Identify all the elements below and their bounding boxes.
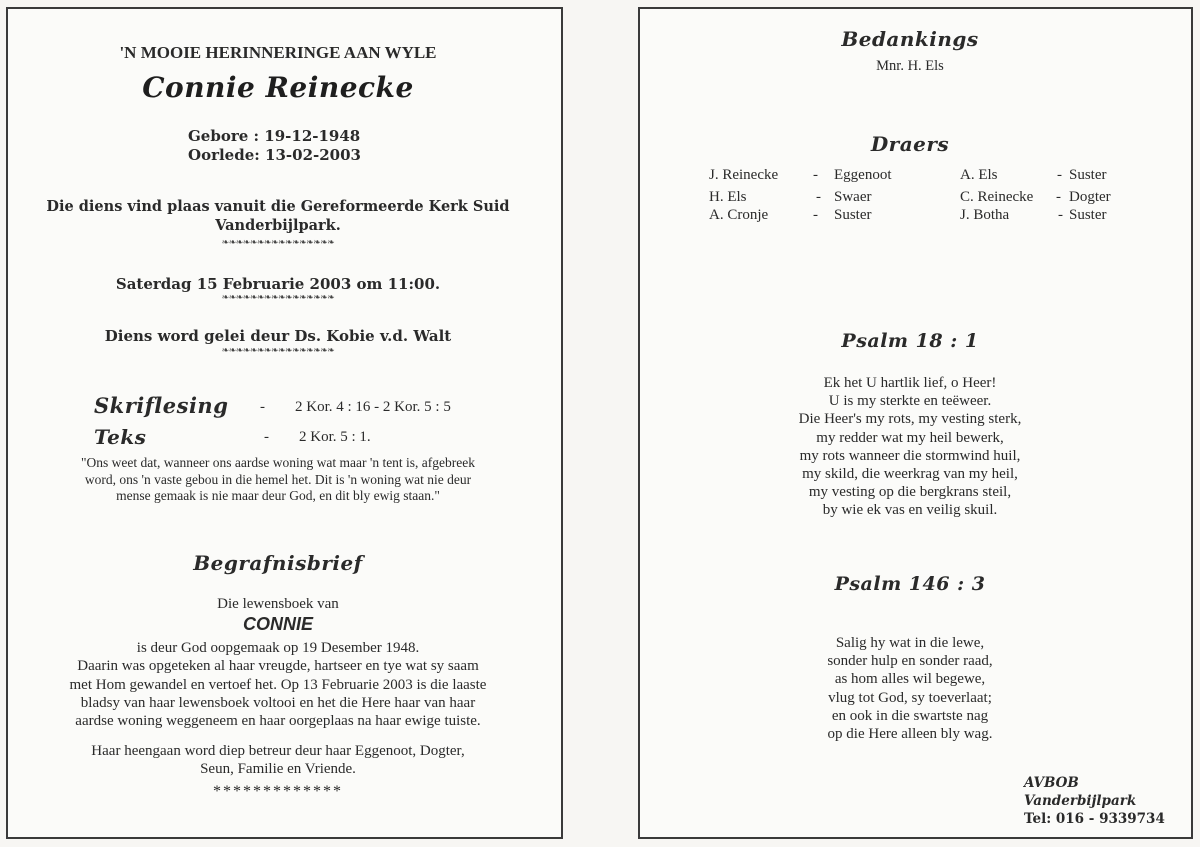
scripture-quote (8, 455, 548, 505)
text-label: Teks (94, 425, 147, 449)
bearer-relation: Suster (1069, 167, 1107, 183)
psalm-146-verse (640, 634, 1180, 743)
undertaker-name: AVBOB (1024, 775, 1079, 791)
verse-line: my skild, die weerkrag van my heil, (802, 466, 1018, 483)
born-date: 19-12-1948 (264, 127, 361, 145)
born-label: Gebore : (188, 127, 260, 145)
psalm-146-title: Psalm 146 : 3 (834, 573, 986, 595)
service-line-2: Vanderbijlpark. (215, 217, 341, 234)
verse-line: by wie ek vas en veilig skuil. (822, 502, 998, 519)
thanks-title: Bedankings (841, 27, 979, 51)
thanks-name: Mnr. H. Els (876, 58, 944, 74)
bearer-name: C. Reinecke (960, 189, 1034, 205)
verse-line: Die Heer's my rots, my vesting sterk, (798, 411, 1022, 428)
funeral-letter-title: Begrafnisbrief (193, 551, 363, 575)
bearer-name: A. Els (960, 167, 998, 183)
verse-line: en ook in die swartste nag (831, 707, 989, 724)
bearer-sep: - (1056, 189, 1061, 205)
right-page (638, 7, 1193, 839)
text-dash: - (264, 429, 269, 445)
undertaker-phone: Tel: 016 - 9339734 (1024, 811, 1165, 827)
verse-line: vlug tot God, sy toeverlaat; (828, 689, 992, 706)
psalm-18-verse (640, 374, 1180, 520)
scripture-reference: 2 Kor. 4 : 16 - 2 Kor. 5 : 5 (295, 399, 451, 415)
mourners-note (8, 742, 548, 779)
bearer-sep: - (1057, 167, 1062, 183)
verse-line: as hom alles wil begewe, (834, 671, 986, 688)
verse-line: my vesting op die bergkrans steil, (808, 484, 1012, 501)
dates-block (188, 127, 361, 165)
service-location (8, 197, 548, 235)
divider-ornament: ❧❧❧❧❧❧❧❧❧❧❧❧❧❧❧❧ (221, 346, 335, 356)
verse-line: sonder hulp en sonder raad, (827, 653, 993, 670)
deceased-name: Connie Reinecke (142, 71, 414, 104)
letter-line: met Hom gewandel en vertoef het. Op 13 Februarie 2003 is die laaste (69, 676, 487, 693)
divider-ornament: ❧❧❧❧❧❧❧❧❧❧❧❧❧❧❧❧ (221, 238, 335, 248)
verse-line: U is my sterkte en teëweer. (828, 393, 992, 410)
verse-line: Salig hy wat in die lewe, (835, 635, 985, 651)
letter-line: Daarin was opgeteken al haar vreugde, hartseer en tye wat sy saam (77, 658, 479, 675)
scripture-label: Skriflesing (94, 393, 229, 418)
memorial-heading: 'N MOOIE HERINNERINGE AAN WYLE (119, 43, 437, 62)
left-page (6, 7, 563, 839)
psalm-18-title: Psalm 18 : 1 (841, 330, 979, 352)
bearer-name: H. Els (709, 189, 747, 205)
verse-line: my redder wat my heil bewerk, (816, 429, 1004, 446)
scripture-dash: - (260, 399, 265, 415)
verse-line: Ek het U hartlik lief, o Heer! (823, 375, 997, 391)
bearer-relation: Dogter (1069, 189, 1111, 205)
quote-line: mense gemaak is nie maar deur God, en dit bly ewig staan." (116, 488, 440, 503)
undertaker-block (1024, 774, 1165, 828)
bearer-relation: Suster (1069, 207, 1107, 223)
mourners-line-2: Seun, Familie en Vriende. (200, 761, 356, 778)
bearer-name: A. Cronje (709, 207, 769, 223)
undertaker-place: Vanderbijlpark (1024, 793, 1137, 809)
letter-intro: Die lewensboek van (217, 596, 339, 612)
divider-ornament: ❧❧❧❧❧❧❧❧❧❧❧❧❧❧❧❧ (221, 293, 335, 303)
quote-line: "Ons weet dat, wanneer ons aardse woning wat maar 'n tent is, afgebreek (80, 455, 476, 470)
bearer-sep: - (813, 207, 818, 223)
bearer-relation: Eggenoot (834, 167, 892, 183)
letter-name: CONNIE (242, 614, 313, 634)
bearer-relation: Swaer (834, 189, 872, 205)
letter-body (8, 639, 548, 730)
bearer-sep: - (816, 189, 821, 205)
bearer-sep: - (813, 167, 818, 183)
bearer-relation: Suster (834, 207, 872, 223)
stars-divider: ************* (213, 783, 343, 800)
quote-line: word, ons 'n vaste gebou in die hemel het. Dit is 'n woning wat nie deur (84, 471, 472, 487)
letter-line: aardse woning weggeneem en haar oorgeplaas na haar ewige tuiste. (75, 713, 481, 730)
bearers-title: Draers (870, 132, 950, 156)
service-date: Saterdag 15 Februarie 2003 om 11:00. (115, 275, 441, 293)
text-reference: 2 Kor. 5 : 1. (299, 429, 371, 445)
verse-line: my rots wanneer die stormwind huil, (799, 447, 1021, 464)
bearer-sep: - (1058, 207, 1063, 223)
service-line-1: Die diens vind plaas vanuit die Gereformeerde Kerk Suid (46, 198, 510, 215)
verse-line: op die Here alleen bly wag. (827, 726, 993, 743)
bearer-name: J. Botha (960, 207, 1010, 223)
died-label: Oorlede: (188, 146, 260, 164)
letter-line: is deur God oopgemaak op 19 Desember 1948. (136, 640, 420, 656)
letter-line: bladsy van haar lewensboek voltooi en het die Here haar van haar (80, 694, 476, 711)
bearer-name: J. Reinecke (709, 167, 779, 183)
died-date: 13-02-2003 (265, 146, 361, 164)
officiant-line: Diens word gelei deur Ds. Kobie v.d. Walt (104, 327, 452, 345)
mourners-line-1: Haar heengaan word diep betreur deur haar Eggenoot, Dogter, (91, 743, 465, 759)
